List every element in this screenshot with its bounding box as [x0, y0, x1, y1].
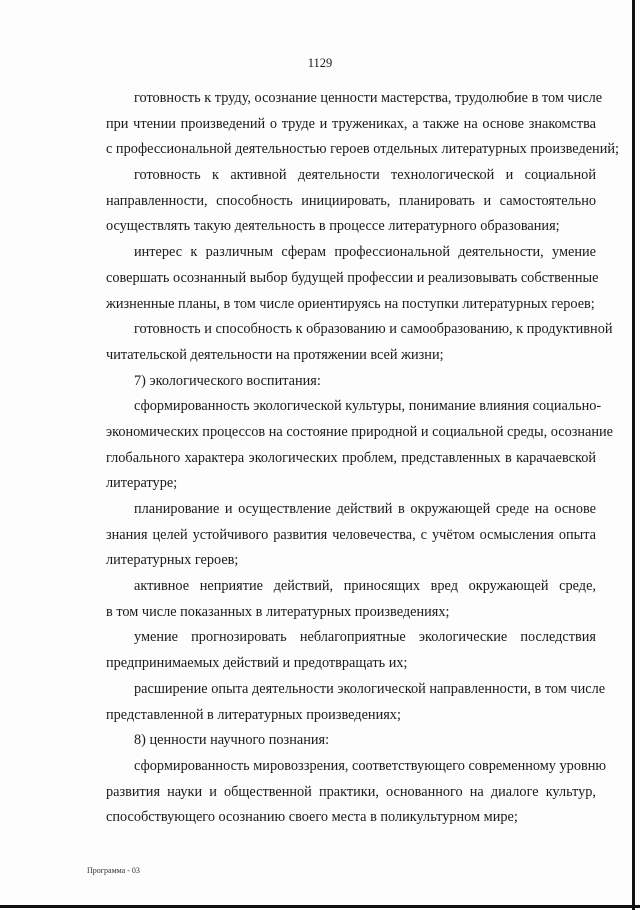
text-line: литературе; [106, 475, 178, 492]
text-line: осуществлять такую деятельность в процессе литературного образования; [106, 218, 560, 235]
text-line: совершать осознанный выбор будущей профессии и реализовывать собственные [106, 269, 599, 286]
text-line: жизненные планы, в том числе ориентируясь на поступки литературных героев; [106, 295, 595, 312]
text-line: при чтении произведений о труде и тружениках, а также на основе знакомства [106, 115, 596, 132]
text-line: сформированность экологической культуры, понимание влияния социально- [134, 398, 602, 415]
text-line: интерес к различным сферам профессиональной деятельности, умение [134, 244, 596, 261]
text-line: литературных героев; [106, 552, 239, 569]
text-line: глобального характера экологических проблем, представленных в карачаевской [106, 449, 596, 466]
text-line: знания целей устойчивого развития человечества, с учётом осмысления опыта [106, 526, 596, 543]
page-footer: Программа - 03 [87, 866, 140, 875]
text-line: готовность к активной деятельности технологической и социальной [134, 167, 596, 184]
text-line: расширение опыта деятельности экологической направленности, в том числе [134, 680, 606, 697]
text-line: предпринимаемых действий и предотвращать их; [106, 655, 408, 672]
text-line: активное неприятие действий, приносящих вред окружающей среде, [134, 578, 596, 595]
text-line: читательской деятельности на протяжении всей жизни; [106, 346, 444, 363]
text-line: направленности, способность инициировать, планировать и самостоятельно [106, 192, 596, 209]
text-line: представленной в литературных произведениях; [106, 706, 401, 723]
text-line: в том числе показанных в литературных произведениях; [106, 603, 450, 620]
document-body [106, 86, 619, 831]
text-line: с профессиональной деятельностью героев отдельных литературных произведений; [106, 141, 619, 158]
text-line: 8) ценности научного познания: [134, 732, 330, 749]
page-number: 1129 [307, 56, 333, 70]
text-line: готовность к труду, осознание ценности мастерства, трудолюбие в том числе [134, 90, 603, 106]
text-line: сформированность мировоззрения, соответствующего современному уровню [134, 757, 607, 774]
text-line: развития науки и общественной практики, основанного на диалоге культур, [106, 783, 596, 800]
scan-edge-right [632, 0, 635, 910]
text-line: способствующего осознанию своего места в поликультурном мире; [106, 809, 518, 826]
scan-edge-bottom [0, 905, 640, 908]
text-line: планирование и осуществление действий в окружающей среде на основе [134, 501, 596, 517]
text-line: умение прогнозировать неблагоприятные экологические последствия [134, 629, 596, 646]
text-line: готовность и способность к образованию и самообразованию, к продуктивной [134, 321, 613, 338]
text-line: 7) экологического воспитания: [134, 372, 321, 389]
text-line: экономических процессов на состояние природной и социальной среды, осознание [106, 423, 614, 440]
